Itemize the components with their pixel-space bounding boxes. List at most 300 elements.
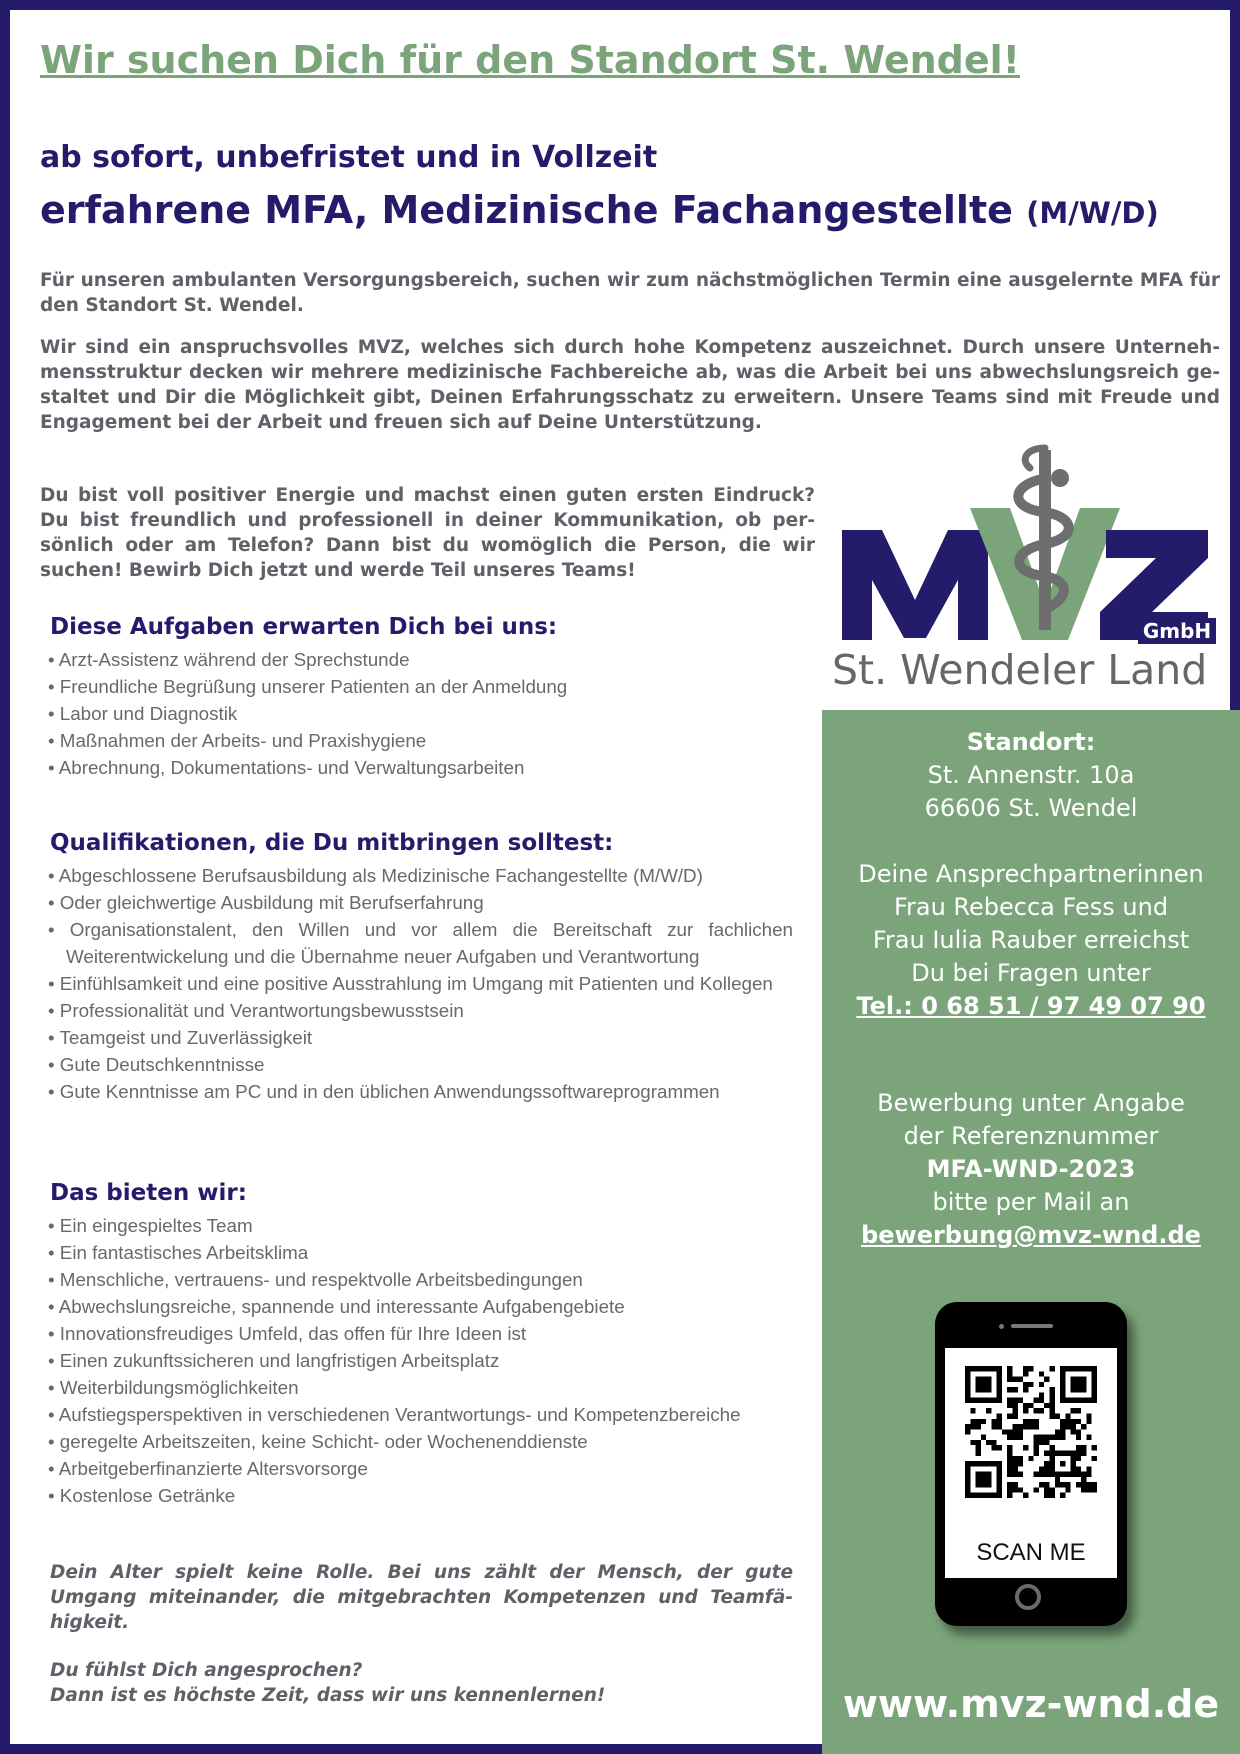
qr-module — [991, 1366, 996, 1371]
qr-module — [965, 1387, 970, 1392]
qr-module — [1044, 1435, 1049, 1440]
qr-module — [976, 1461, 981, 1466]
qr-module — [1076, 1435, 1081, 1440]
qr-module — [965, 1371, 970, 1376]
qr-module — [1065, 1419, 1070, 1424]
application-block — [822, 1087, 1240, 1252]
qr-module — [1076, 1419, 1081, 1424]
qr-module — [981, 1366, 986, 1371]
contact-line: Frau Iulia Rauber erreichst — [872, 926, 1190, 954]
list-item: • Ein fantastisches Arbeitsklima — [48, 1239, 793, 1266]
qr-module — [1013, 1435, 1018, 1440]
qr-module — [1007, 1450, 1012, 1455]
qr-module — [1034, 1440, 1039, 1445]
qr-module — [976, 1445, 981, 1450]
qr-module — [986, 1477, 991, 1482]
qr-module — [1092, 1482, 1097, 1487]
list-item: • Arbeitgeberfinanzierte Altersvorsorge — [48, 1455, 793, 1482]
qr-module — [1028, 1366, 1033, 1371]
qr-module — [1028, 1456, 1033, 1461]
qr-module — [997, 1366, 1002, 1371]
qr-module — [1076, 1482, 1081, 1487]
tasks-title: Diese Aufgaben erwarten Dich bei uns: — [50, 614, 558, 640]
qr-module — [1039, 1466, 1044, 1471]
qr-module — [1060, 1429, 1065, 1434]
qr-module — [1034, 1424, 1039, 1429]
qr-module — [1049, 1450, 1054, 1455]
qr-module — [1060, 1461, 1065, 1466]
qr-module — [1071, 1408, 1076, 1413]
qr-module — [997, 1461, 1002, 1466]
list-item: • Teamgeist und Zuverlässigkeit — [48, 1024, 793, 1051]
qr-module — [986, 1472, 991, 1477]
email-link[interactable]: bewerbung@mvz-wnd.de — [861, 1221, 1201, 1249]
qr-module — [1007, 1366, 1012, 1371]
qr-module — [1028, 1419, 1033, 1424]
qr-module — [997, 1377, 1002, 1382]
list-item: • Innovationsfreudiges Umfeld, das offen für Ihre Ideen ist — [48, 1320, 793, 1347]
qr-module — [1060, 1398, 1065, 1403]
list-item: • Gute Deutschkenntnisse — [48, 1051, 793, 1078]
position-name: erfahrene MFA, Medizinische Fachangestellte — [40, 188, 1013, 232]
qr-module — [1055, 1429, 1060, 1434]
qr-module — [965, 1377, 970, 1382]
phone-link[interactable]: Tel.: 0 68 51 / 97 49 07 90 — [856, 992, 1206, 1020]
qr-module — [1060, 1435, 1065, 1440]
qr-module — [1023, 1371, 1028, 1376]
qr-module — [1086, 1366, 1091, 1371]
qr-module — [1049, 1408, 1054, 1413]
qr-module — [1007, 1445, 1012, 1450]
location-block — [822, 726, 1240, 825]
qr-module — [1039, 1392, 1044, 1397]
qr-module — [1013, 1456, 1018, 1461]
qr-module — [1023, 1408, 1028, 1413]
qr-module — [1049, 1493, 1054, 1498]
qr-module — [1007, 1435, 1012, 1440]
qr-module — [1081, 1482, 1086, 1487]
list-item: • Abrechnung, Dokumentations- und Verwaltungsarbeiten — [48, 754, 793, 781]
application-line: der Referenznummer — [903, 1122, 1159, 1150]
qr-module — [965, 1424, 970, 1429]
list-item: • Arzt-Assistenz während der Sprechstunde — [48, 646, 793, 673]
qr-module — [1049, 1445, 1054, 1450]
closing-call-to-action — [50, 1658, 793, 1708]
qr-module — [997, 1387, 1002, 1392]
qr-module — [986, 1482, 991, 1487]
website-link[interactable]: www.mvz-wnd.de — [842, 1682, 1220, 1726]
qr-module — [1055, 1414, 1060, 1419]
qr-module — [1086, 1466, 1091, 1471]
qr-module — [1013, 1461, 1018, 1466]
camera-dot — [999, 1324, 1004, 1329]
location-city: 66606 St. Wendel — [924, 794, 1138, 822]
qr-module — [997, 1419, 1002, 1424]
qr-module — [1034, 1398, 1039, 1403]
qr-module — [1065, 1472, 1070, 1477]
qr-module — [1086, 1472, 1091, 1477]
logo-letter-m — [842, 530, 988, 640]
qr-module — [1044, 1493, 1049, 1498]
qr-module — [1007, 1414, 1012, 1419]
qr-module — [981, 1435, 986, 1440]
qr-module — [1007, 1461, 1012, 1466]
qr-module — [976, 1377, 981, 1382]
qr-module — [997, 1477, 1002, 1482]
qr-module — [1049, 1456, 1054, 1461]
qr-module — [1007, 1398, 1012, 1403]
qr-module — [1013, 1466, 1018, 1471]
qr-module — [965, 1472, 970, 1477]
qr-module — [1065, 1424, 1070, 1429]
qr-module — [1071, 1456, 1076, 1461]
qr-module — [1007, 1429, 1012, 1434]
qr-module — [1092, 1456, 1097, 1461]
qr-module — [1086, 1487, 1091, 1492]
qr-module — [1065, 1482, 1070, 1487]
qr-module — [1049, 1461, 1054, 1466]
qr-module — [965, 1398, 970, 1403]
qr-module — [976, 1424, 981, 1429]
qr-module — [976, 1482, 981, 1487]
location-street: St. Annenstr. 10a — [927, 761, 1135, 789]
intro-paragraph-2: Wir sind ein anspruchsvolles MVZ, welches sich durch hohe Kompetenz auszeichnet. Durch unsere Unternehmensstruktur decken wir mehrere medizinische Fachbereiche ab, was die Arbeit bei uns abwechslungsreich gestaltet und Dir die Möglichkeit gibt, Deinen Erfahrungsschatz zu erweitern. Unsere Teams sind mit Freude und Engagement bei der Arbeit und freuen sich auf Deine Unterstützung. — [40, 337, 1220, 433]
qr-module — [1071, 1450, 1076, 1455]
list-item: • Weiterbildungsmöglichkeiten — [48, 1374, 793, 1401]
list-item: • Gute Kenntnisse am PC und in den üblichen Anwendungssoftwareprogrammen — [48, 1078, 793, 1105]
qr-module — [1023, 1382, 1028, 1387]
intro-paragraph-1: Für unseren ambulanten Versorgungsbereich, suchen wir zum nächstmöglichen Termin eine ausgelernte MFA für den Standort St. Wendel. — [40, 270, 1220, 316]
closing-paragraph: Dein Alter spielt keine Rolle. Bei uns zählt der Mensch, der gute Umgang miteinander, die mitgebrachten Kompetenzen und Teamfähigkeit. — [50, 1562, 793, 1633]
logo-subtitle: St. Wendeler Land — [832, 646, 1208, 694]
intro-paragraph-3: Du bist voll positiver Energie und machst einen guten ersten Eindruck? Du bist freundlich und professionell in deiner Kommunikation, ob persönlich oder am Telefon? Dann bist du womöglich die Person, die wir suchen! Bewirb Dich jetzt und werde Teil unseres Teams! — [40, 485, 815, 581]
qr-module — [976, 1493, 981, 1498]
qr-module — [1060, 1382, 1065, 1387]
qr-module — [1081, 1387, 1086, 1392]
qr-module — [1086, 1419, 1091, 1424]
qr-module — [1039, 1435, 1044, 1440]
position-suffix: (M/W/D) — [1026, 196, 1159, 230]
qr-module — [965, 1493, 970, 1498]
qr-module — [1081, 1445, 1086, 1450]
qr-module — [1049, 1398, 1054, 1403]
qr-module — [970, 1398, 975, 1403]
qr-module — [991, 1493, 996, 1498]
qr-module — [1081, 1487, 1086, 1492]
qr-module — [991, 1461, 996, 1466]
qr-module — [1018, 1461, 1023, 1466]
qr-module — [1013, 1472, 1018, 1477]
qr-module — [1034, 1435, 1039, 1440]
qr-module — [997, 1493, 1002, 1498]
qr-module — [1076, 1466, 1081, 1471]
qr-module — [1086, 1398, 1091, 1403]
qr-module — [1023, 1493, 1028, 1498]
qr-module — [1013, 1429, 1018, 1434]
qr-module — [1076, 1408, 1081, 1413]
qr-module — [1092, 1382, 1097, 1387]
qr-module — [1049, 1487, 1054, 1492]
contact-panel — [822, 710, 1240, 1754]
qr-module — [1076, 1366, 1081, 1371]
phone-screen — [945, 1348, 1117, 1578]
list-item: • Abwechslungsreiche, spannende und interessante Aufgabengebiete — [48, 1293, 793, 1320]
qr-module — [1071, 1419, 1076, 1424]
qr-module — [1092, 1366, 1097, 1371]
qr-module — [1007, 1377, 1012, 1382]
position-title — [40, 188, 1159, 232]
qr-module — [1007, 1487, 1012, 1492]
contact-line: Deine Ansprechpartnerinnen — [858, 860, 1204, 888]
qr-module — [981, 1419, 986, 1424]
qr-module — [1060, 1472, 1065, 1477]
qr-module — [1034, 1472, 1039, 1477]
qr-module — [1034, 1445, 1039, 1450]
qr-module — [1044, 1461, 1049, 1466]
qr-module — [997, 1414, 1002, 1419]
qr-module — [1081, 1366, 1086, 1371]
qr-module — [997, 1487, 1002, 1492]
qr-module — [1028, 1382, 1033, 1387]
qr-module — [986, 1493, 991, 1498]
qr-module — [1071, 1472, 1076, 1477]
qr-module — [1076, 1387, 1081, 1392]
qr-module — [1044, 1466, 1049, 1471]
tasks-list — [48, 646, 793, 781]
qr-module — [1018, 1424, 1023, 1429]
qr-module — [1039, 1398, 1044, 1403]
qr-module — [1071, 1366, 1076, 1371]
qr-module — [1092, 1371, 1097, 1376]
qr-module — [1076, 1429, 1081, 1434]
qr-module — [1092, 1398, 1097, 1403]
qr-module — [970, 1493, 975, 1498]
qr-module — [1044, 1377, 1049, 1382]
qr-module — [1044, 1482, 1049, 1487]
qr-module — [1007, 1456, 1012, 1461]
qr-module — [1013, 1408, 1018, 1413]
qr-module — [1071, 1382, 1076, 1387]
qr-module — [991, 1398, 996, 1403]
qr-module — [965, 1466, 970, 1471]
qr-module — [997, 1424, 1002, 1429]
qr-module — [1076, 1450, 1081, 1455]
qr-module — [1060, 1387, 1065, 1392]
qr-module — [965, 1487, 970, 1492]
qr-module — [1023, 1387, 1028, 1392]
qr-module — [1092, 1392, 1097, 1397]
qr-module — [970, 1440, 975, 1445]
scan-me-label: SCAN ME — [976, 1539, 1086, 1566]
qr-module — [1092, 1377, 1097, 1382]
qr-module — [997, 1392, 1002, 1397]
qr-module — [997, 1482, 1002, 1487]
qr-module — [1049, 1392, 1054, 1397]
qr-module — [981, 1461, 986, 1466]
list-item: • Ein eingespieltes Team — [48, 1212, 793, 1239]
qr-module — [965, 1461, 970, 1466]
qr-module — [1028, 1424, 1033, 1429]
list-item: • Organisationstalent, den Willen und vor allem die Bereitschaft zur fachlichen Weiterentwickelung und die Übernahme neuer Aufgaben und Verantwortung — [48, 916, 793, 970]
qr-module — [986, 1382, 991, 1387]
qr-module — [965, 1429, 970, 1434]
qr-module — [965, 1482, 970, 1487]
qr-module — [970, 1461, 975, 1466]
qr-module — [991, 1419, 996, 1424]
list-item: • Freundliche Begrüßung unserer Patienten an der Anmeldung — [48, 673, 793, 700]
qr-module — [1076, 1382, 1081, 1387]
qr-module — [981, 1387, 986, 1392]
qr-module — [1039, 1408, 1044, 1413]
qr-module — [1044, 1472, 1049, 1477]
qr-module — [1071, 1429, 1076, 1434]
qr-module — [965, 1382, 970, 1387]
qr-module — [1076, 1377, 1081, 1382]
qr-module — [997, 1472, 1002, 1477]
qr-module — [1060, 1419, 1065, 1424]
qr-module — [1086, 1435, 1091, 1440]
qr-module — [1007, 1371, 1012, 1376]
qr-module — [1065, 1398, 1070, 1403]
qr-module — [1060, 1366, 1065, 1371]
qr-module — [1055, 1450, 1060, 1455]
contact-block — [822, 858, 1240, 1023]
list-item: • Menschliche, vertrauens- und respektvolle Arbeitsbedingungen — [48, 1266, 793, 1293]
qr-module — [997, 1382, 1002, 1387]
qr-module — [1081, 1382, 1086, 1387]
qr-module — [1065, 1450, 1070, 1455]
list-item: • geregelte Arbeitszeiten, keine Schicht- oder Wochenenddienste — [48, 1428, 793, 1455]
qr-module — [991, 1445, 996, 1450]
qr-module — [1028, 1403, 1033, 1408]
qr-module — [1039, 1482, 1044, 1487]
qr-module — [1049, 1414, 1054, 1419]
application-line: Bewerbung unter Angabe — [877, 1089, 1185, 1117]
qr-module — [986, 1440, 991, 1445]
qr-module — [976, 1419, 981, 1424]
qr-module — [1023, 1424, 1028, 1429]
qr-module — [976, 1366, 981, 1371]
qr-module — [1076, 1445, 1081, 1450]
qr-module — [997, 1371, 1002, 1376]
qualifications-list — [48, 862, 793, 1105]
qr-module — [1086, 1482, 1091, 1487]
qr-module — [1055, 1472, 1060, 1477]
qr-module — [1055, 1477, 1060, 1482]
qr-module — [1092, 1387, 1097, 1392]
qr-module — [986, 1387, 991, 1392]
qr-module — [981, 1493, 986, 1498]
qr-module — [986, 1461, 991, 1466]
qualifications-title: Qualifikationen, die Du mitbringen solltest: — [50, 830, 614, 856]
qr-module — [1055, 1435, 1060, 1440]
qr-module — [1023, 1445, 1028, 1450]
qr-module — [1018, 1429, 1023, 1434]
qr-module — [1076, 1398, 1081, 1403]
qr-module — [1013, 1424, 1018, 1429]
qr-module — [1092, 1445, 1097, 1450]
qr-module — [1081, 1472, 1086, 1477]
speaker-slot — [1011, 1324, 1053, 1328]
qr-module — [1076, 1456, 1081, 1461]
qr-module — [1002, 1429, 1007, 1434]
qr-module — [976, 1477, 981, 1482]
qr-module — [986, 1377, 991, 1382]
qr-module — [1071, 1466, 1076, 1471]
qr-module — [1039, 1472, 1044, 1477]
employment-terms: ab sofort, unbefristet und in Vollzeit — [40, 140, 658, 175]
list-item: • Kostenlose Getränke — [48, 1482, 793, 1509]
qr-module — [1060, 1392, 1065, 1397]
qr-module — [1049, 1466, 1054, 1471]
qr-module — [1076, 1472, 1081, 1477]
qr-module — [1049, 1435, 1054, 1440]
qr-module — [1060, 1377, 1065, 1382]
qr-module — [1049, 1387, 1054, 1392]
qr-module — [981, 1398, 986, 1403]
list-item: • Professionalität und Verantwortungsbewusstsein — [48, 997, 793, 1024]
qr-module — [976, 1440, 981, 1445]
qr-module — [1013, 1377, 1018, 1382]
qr-module — [1018, 1472, 1023, 1477]
qr-module — [970, 1366, 975, 1371]
qr-module — [976, 1382, 981, 1387]
qr-module — [1018, 1398, 1023, 1403]
qr-module — [1060, 1371, 1065, 1376]
logo-gmbh-text: GmbH — [1142, 619, 1212, 643]
qr-module — [1044, 1403, 1049, 1408]
qr-module — [976, 1450, 981, 1455]
qr-module — [991, 1440, 996, 1445]
qr-module — [1013, 1482, 1018, 1487]
application-line: bitte per Mail an — [932, 1188, 1130, 1216]
qr-code[interactable] — [965, 1366, 1097, 1498]
closing-line-1: Du fühlst Dich angesprochen? — [50, 1660, 363, 1681]
qr-module — [976, 1398, 981, 1403]
qr-module — [1081, 1377, 1086, 1382]
qr-module — [1060, 1424, 1065, 1429]
qr-module — [1055, 1482, 1060, 1487]
list-item: • Einen zukunftssicheren und langfristigen Arbeitsplatz — [48, 1347, 793, 1374]
qr-module — [1023, 1366, 1028, 1371]
qr-module — [965, 1392, 970, 1397]
qr-module — [1007, 1403, 1012, 1408]
list-item: • Oder gleichwertige Ausbildung mit Berufserfahrung — [48, 889, 793, 916]
qr-module — [1081, 1398, 1086, 1403]
qr-module — [965, 1366, 970, 1371]
qr-module — [986, 1408, 991, 1413]
qr-module — [1007, 1493, 1012, 1498]
qr-module — [1049, 1472, 1054, 1477]
qr-module — [1071, 1424, 1076, 1429]
qr-module — [1023, 1403, 1028, 1408]
qr-module — [1039, 1371, 1044, 1376]
qr-module — [981, 1377, 986, 1382]
qr-module — [991, 1424, 996, 1429]
qr-module — [1071, 1377, 1076, 1382]
qr-module — [997, 1466, 1002, 1471]
headline: Wir suchen Dich für den Standort St. Wendel! — [40, 38, 1020, 82]
qr-module — [1013, 1414, 1018, 1419]
qr-module — [986, 1366, 991, 1371]
qr-module — [1013, 1403, 1018, 1408]
list-item: • Aufstiegsperspektiven in verschiedenen Verantwortungs- und Kompetenzbereiche — [48, 1401, 793, 1428]
qr-module — [1018, 1435, 1023, 1440]
qr-module — [1034, 1408, 1039, 1413]
qr-module — [1007, 1472, 1012, 1477]
qr-module — [970, 1424, 975, 1429]
qr-module — [1034, 1419, 1039, 1424]
